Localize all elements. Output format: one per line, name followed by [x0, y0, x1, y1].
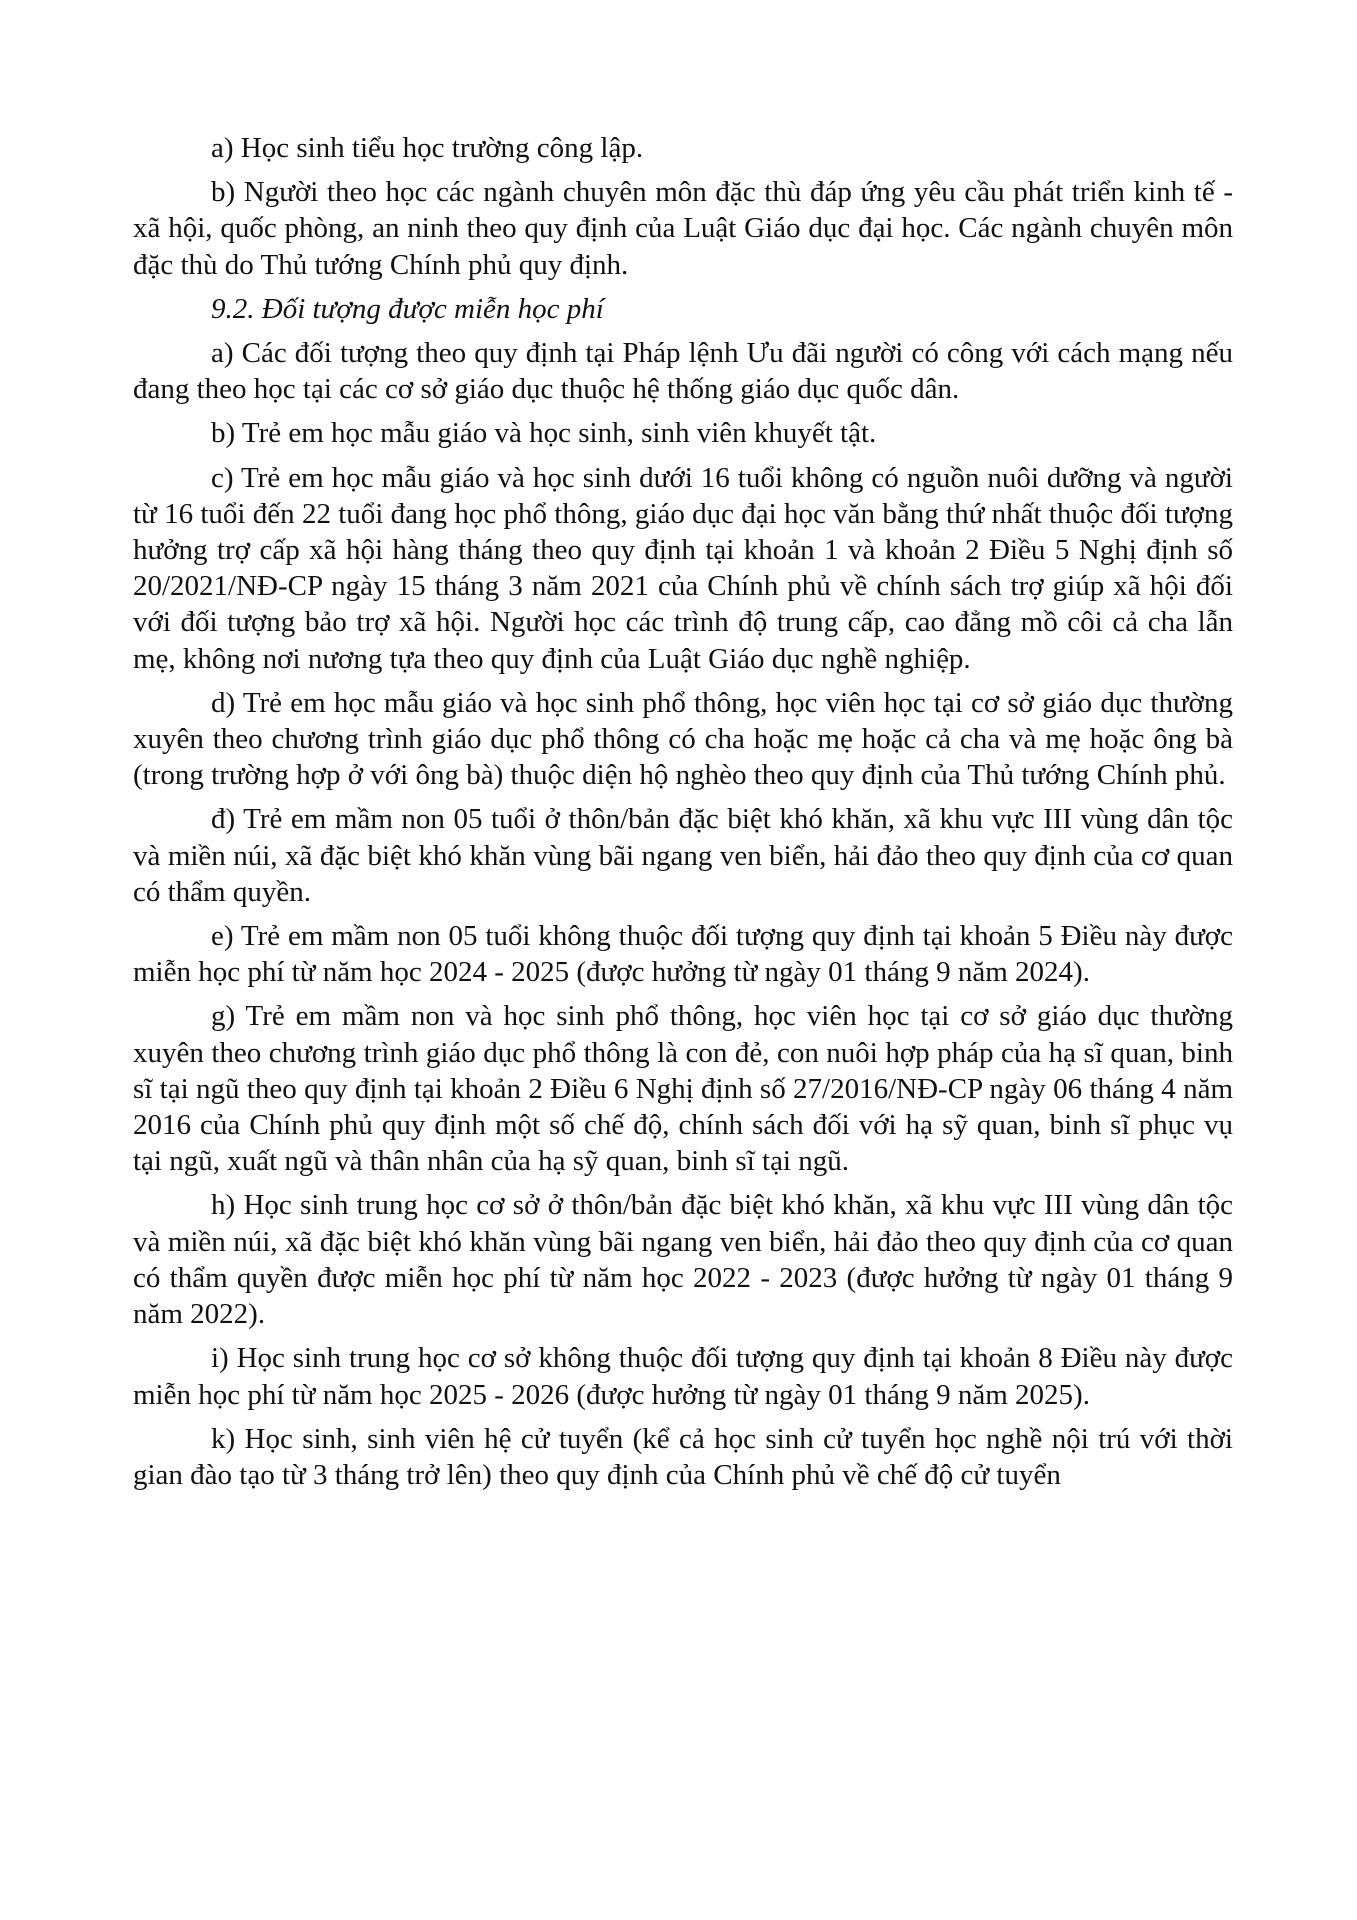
- paragraph-h-secondary-difficult-areas: h) Học sinh trung học cơ sở ở thôn/bản đặc biệt khó khăn, xã khu vực III vùng dân tộc và miền núi, xã đặc biệt khó khăn vùng bãi ngang ven biển, hải đảo theo quy định của cơ quan có thẩm quyền được miễn học phí từ năm học 2022 - 2023 (được hưởng từ ngày 01 tháng 9 năm 2022).: [133, 1189, 1233, 1331]
- paragraph-d-poor-households: d) Trẻ em học mẫu giáo và học sinh phổ thông, học viên học tại cơ sở giáo dục thường xuyên theo chương trình giáo dục phổ thông có cha hoặc mẹ hoặc cả cha và mẹ hoặc ông bà (trong trường hợp ở với ông bà) thuộc diện hộ nghèo theo quy định của Thủ tướng Chính phủ.: [133, 686, 1233, 792]
- paragraph-e-preschool-5-years: e) Trẻ em mầm non 05 tuổi không thuộc đối tượng quy định tại khoản 5 Điều này được miễn học phí từ năm học 2024 - 2025 (được hưởng từ ngày 01 tháng 9 năm 2024).: [133, 920, 1233, 989]
- document-body: [133, 130, 1233, 1501]
- paragraph-i-secondary-2025: i) Học sinh trung học cơ sở không thuộc đối tượng quy định tại khoản 8 Điều này được miễn học phí từ năm học 2025 - 2026 (được hưởng từ ngày 01 tháng 9 năm 2025).: [133, 1342, 1233, 1411]
- paragraph-b-disabled: b) Trẻ em học mẫu giáo và học sinh, sinh viên khuyết tật.: [211, 417, 877, 450]
- paragraph-k-nominated-students: k) Học sinh, sinh viên hệ cử tuyển (kể cả học sinh cử tuyển học nghề nội trú với thời gian đào tạo từ 3 tháng trở lên) theo quy định của Chính phủ về chế độ cử tuyển: [133, 1422, 1233, 1491]
- paragraph-dd-preschool-difficult-areas: đ) Trẻ em mầm non 05 tuổi ở thôn/bản đặc biệt khó khăn, xã khu vực III vùng dân tộc và miền núi, xã đặc biệt khó khăn vùng bãi ngang ven biển, hải đảo theo quy định của cơ quan có thẩm quyền.: [133, 803, 1233, 908]
- paragraph-c-no-guardian: c) Trẻ em học mẫu giáo và học sinh dưới 16 tuổi không có nguồn nuôi dưỡng và người từ 16 tuổi đến 22 tuổi đang học phổ thông, giáo dục đại học văn bằng thứ nhất thuộc đối tượng hưởng trợ cấp xã hội hàng tháng theo quy định tại khoản 1 và khoản 2 Điều 5 Nghị định số 20/2021/NĐ-CP ngày 15 tháng 3 năm 2021 của Chính phủ về chính sách trợ giúp xã hội đối với đối tượng bảo trợ xã hội. Người học các trình độ trung cấp, cao đẳng mồ côi cả cha lẫn mẹ, không nơi nương tựa theo quy định của Luật Giáo dục nghề nghiệp.: [133, 461, 1233, 675]
- paragraph-a-merit-people: a) Các đối tượng theo quy định tại Pháp lệnh Ưu đãi người có công với cách mạng nếu đang theo học tại các cơ sở giáo dục thuộc hệ thống giáo dục quốc dân.: [133, 337, 1233, 406]
- paragraph-a-primary-public: a) Học sinh tiểu học trường công lập.: [211, 132, 644, 164]
- section-heading-9-2: 9.2. Đối tượng được miễn học phí: [211, 292, 604, 325]
- paragraph-g-military-children: g) Trẻ em mầm non và học sinh phổ thông, học viên học tại cơ sở giáo dục thường xuyên theo chương trình giáo dục phổ thông là con đẻ, con nuôi hợp pháp của hạ sĩ quan, binh sĩ tại ngũ theo quy định tại khoản 2 Điều 6 Nghị định số 27/2016/NĐ-CP ngày 06 tháng 4 năm 2016 của Chính phủ quy định một số chế độ, chính sách đối với hạ sỹ quan, binh sĩ phục vụ tại ngũ, xuất ngũ và thân nhân của hạ sỹ quan, binh sĩ tại ngũ.: [133, 1000, 1233, 1178]
- paragraph-b-specialized-majors: b) Người theo học các ngành chuyên môn đặc thù đáp ứng yêu cầu phát triển kinh tế - xã hội, quốc phòng, an ninh theo quy định của Luật Giáo dục đại học. Các ngành chuyên môn đặc thù do Thủ tướng Chính phủ quy định.: [133, 176, 1233, 281]
